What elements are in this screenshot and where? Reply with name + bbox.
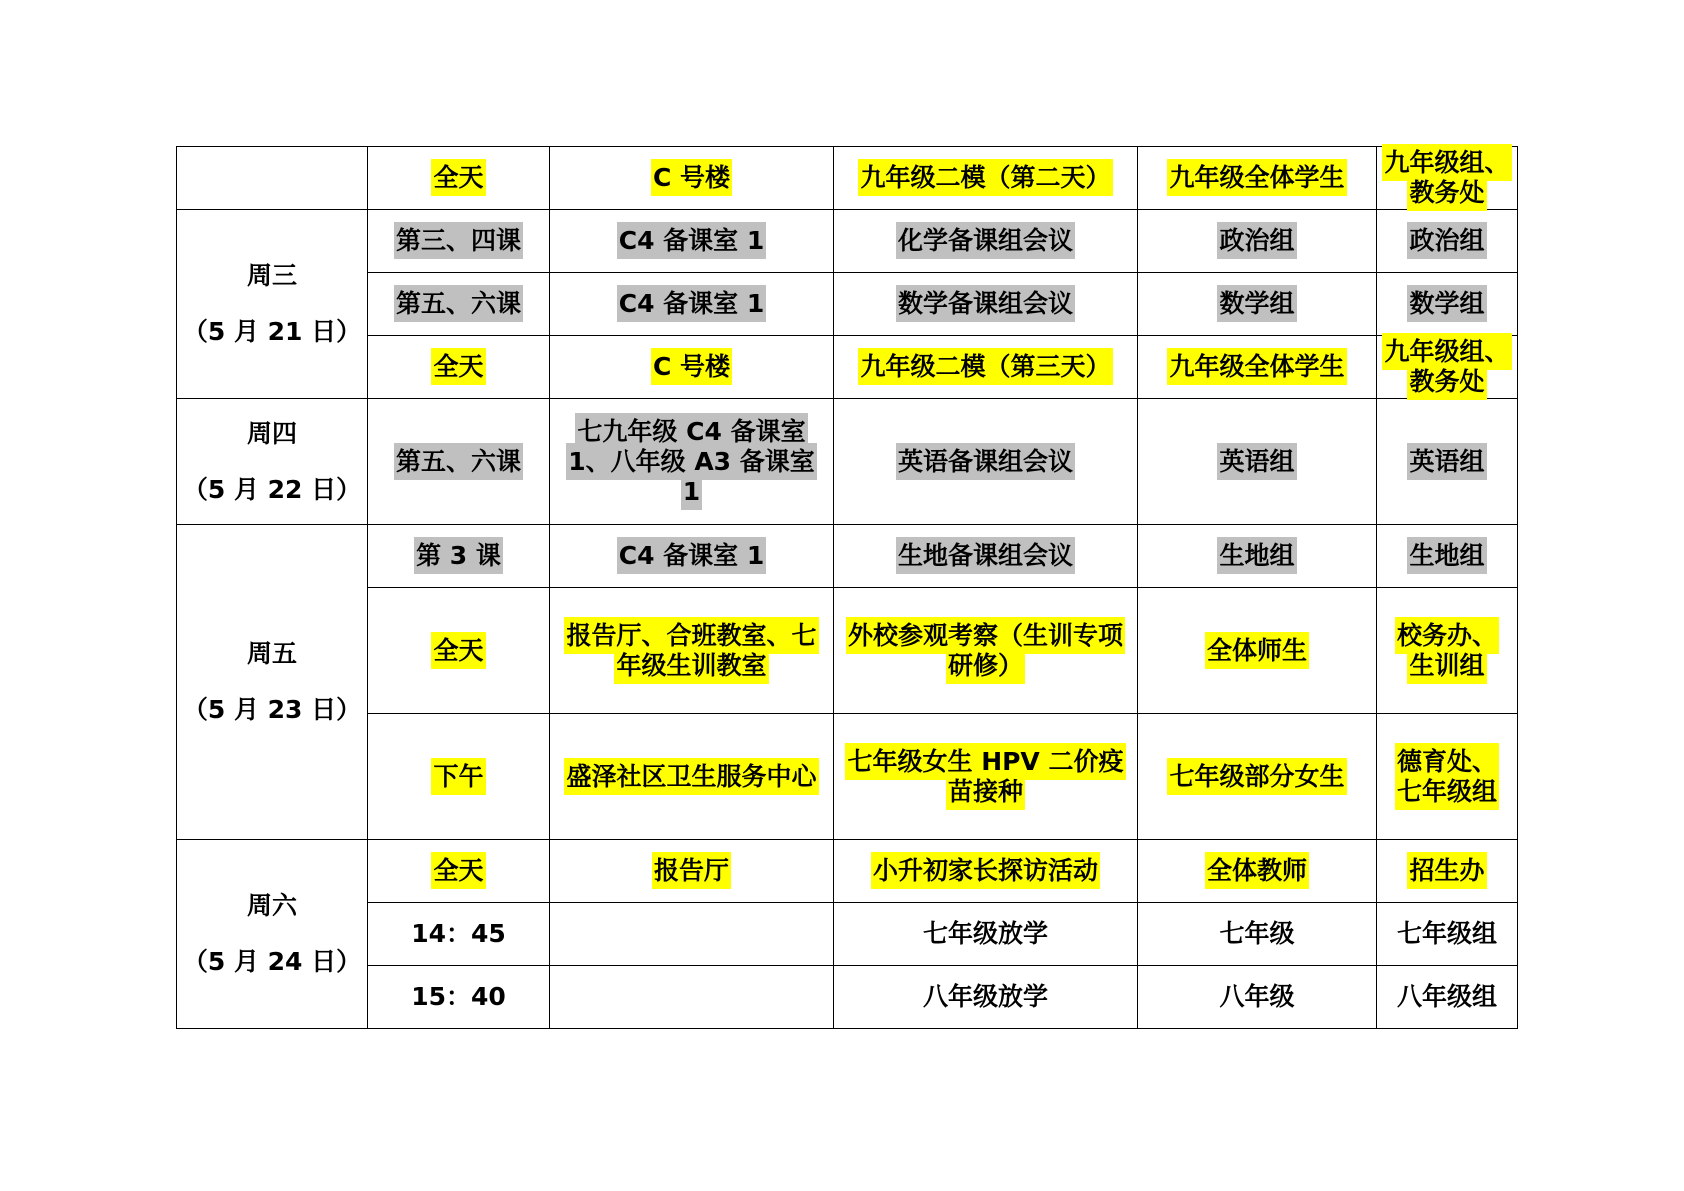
time-cell: 15：40 xyxy=(368,966,550,1029)
department-cell: 九年级组、教务处 xyxy=(1377,147,1518,210)
table-row xyxy=(177,714,1518,840)
place-cell: 七九年级 C4 备课室 1、八年级 A3 备课室 1 xyxy=(550,399,834,525)
department-cell: 九年级组、教务处 xyxy=(1377,336,1518,399)
participants-cell: 政治组 xyxy=(1138,210,1377,273)
department-cell: 英语组 xyxy=(1377,399,1518,525)
table-row xyxy=(177,210,1518,273)
place-cell: C4 备课室 1 xyxy=(550,210,834,273)
day-cell xyxy=(177,399,368,525)
event-cell: 九年级二模（第三天） xyxy=(834,336,1138,399)
day-date: （5 月 22 日） xyxy=(182,474,362,504)
event-cell: 生地备课组会议 xyxy=(834,525,1138,588)
day-name: 周六 xyxy=(246,891,297,920)
day-cell xyxy=(177,210,368,399)
schedule-table xyxy=(176,146,1518,1029)
department-cell: 招生办 xyxy=(1377,840,1518,903)
day-cell xyxy=(177,840,368,1029)
place-cell: 盛泽社区卫生服务中心 xyxy=(550,714,834,840)
table-row xyxy=(177,273,1518,336)
place-cell: C4 备课室 1 xyxy=(550,525,834,588)
participants-cell: 英语组 xyxy=(1138,399,1377,525)
time-cell: 14：45 xyxy=(368,903,550,966)
table-row xyxy=(177,147,1518,210)
time-cell: 第三、四课 xyxy=(368,210,550,273)
department-cell: 生地组 xyxy=(1377,525,1518,588)
time-cell: 全天 xyxy=(368,588,550,714)
event-cell: 八年级放学 xyxy=(834,966,1138,1029)
day-date: （5 月 24 日） xyxy=(182,947,362,976)
time-cell: 全天 xyxy=(368,336,550,399)
table-row xyxy=(177,588,1518,714)
day-name: 周三 xyxy=(246,261,297,290)
participants-cell: 八年级 xyxy=(1138,966,1377,1029)
table-row xyxy=(177,840,1518,903)
day-cell-empty xyxy=(177,147,368,210)
participants-cell: 全体教师 xyxy=(1138,840,1377,903)
department-cell: 数学组 xyxy=(1377,273,1518,336)
time-cell: 第 3 课 xyxy=(368,525,550,588)
day-name: 周五 xyxy=(246,639,297,668)
event-cell: 七年级女生 HPV 二价疫苗接种 xyxy=(834,714,1138,840)
participants-cell: 数学组 xyxy=(1138,273,1377,336)
place-cell: 报告厅 xyxy=(550,840,834,903)
time-cell: 第五、六课 xyxy=(368,399,550,525)
day-name: 周四 xyxy=(246,418,297,448)
department-cell: 八年级组 xyxy=(1377,966,1518,1029)
time-cell: 全天 xyxy=(368,147,550,210)
place-cell xyxy=(550,966,834,1029)
place-cell xyxy=(550,903,834,966)
department-cell: 七年级组 xyxy=(1377,903,1518,966)
department-cell: 政治组 xyxy=(1377,210,1518,273)
participants-cell: 全体师生 xyxy=(1138,588,1377,714)
place-cell: C4 备课室 1 xyxy=(550,273,834,336)
day-date: （5 月 21 日） xyxy=(182,317,362,346)
event-cell: 化学备课组会议 xyxy=(834,210,1138,273)
time-cell: 全天 xyxy=(368,840,550,903)
table-row xyxy=(177,966,1518,1029)
participants-cell: 七年级 xyxy=(1138,903,1377,966)
time-cell: 第五、六课 xyxy=(368,273,550,336)
table-row xyxy=(177,903,1518,966)
department-cell: 校务办、生训组 xyxy=(1377,588,1518,714)
place-cell: C 号楼 xyxy=(550,336,834,399)
event-cell: 七年级放学 xyxy=(834,903,1138,966)
day-cell xyxy=(177,525,368,840)
table-row xyxy=(177,336,1518,399)
place-cell: C 号楼 xyxy=(550,147,834,210)
table-row xyxy=(177,525,1518,588)
participants-cell: 生地组 xyxy=(1138,525,1377,588)
event-cell: 小升初家长探访活动 xyxy=(834,840,1138,903)
day-date: （5 月 23 日） xyxy=(182,695,362,724)
time-cell: 下午 xyxy=(368,714,550,840)
event-cell: 外校参观考察（生训专项研修） xyxy=(834,588,1138,714)
participants-cell: 九年级全体学生 xyxy=(1138,147,1377,210)
table-row xyxy=(177,399,1518,525)
event-cell: 数学备课组会议 xyxy=(834,273,1138,336)
department-cell: 德育处、七年级组 xyxy=(1377,714,1518,840)
participants-cell: 七年级部分女生 xyxy=(1138,714,1377,840)
place-cell: 报告厅、合班教室、七年级生训教室 xyxy=(550,588,834,714)
event-cell: 英语备课组会议 xyxy=(834,399,1138,525)
event-cell: 九年级二模（第二天） xyxy=(834,147,1138,210)
participants-cell: 九年级全体学生 xyxy=(1138,336,1377,399)
